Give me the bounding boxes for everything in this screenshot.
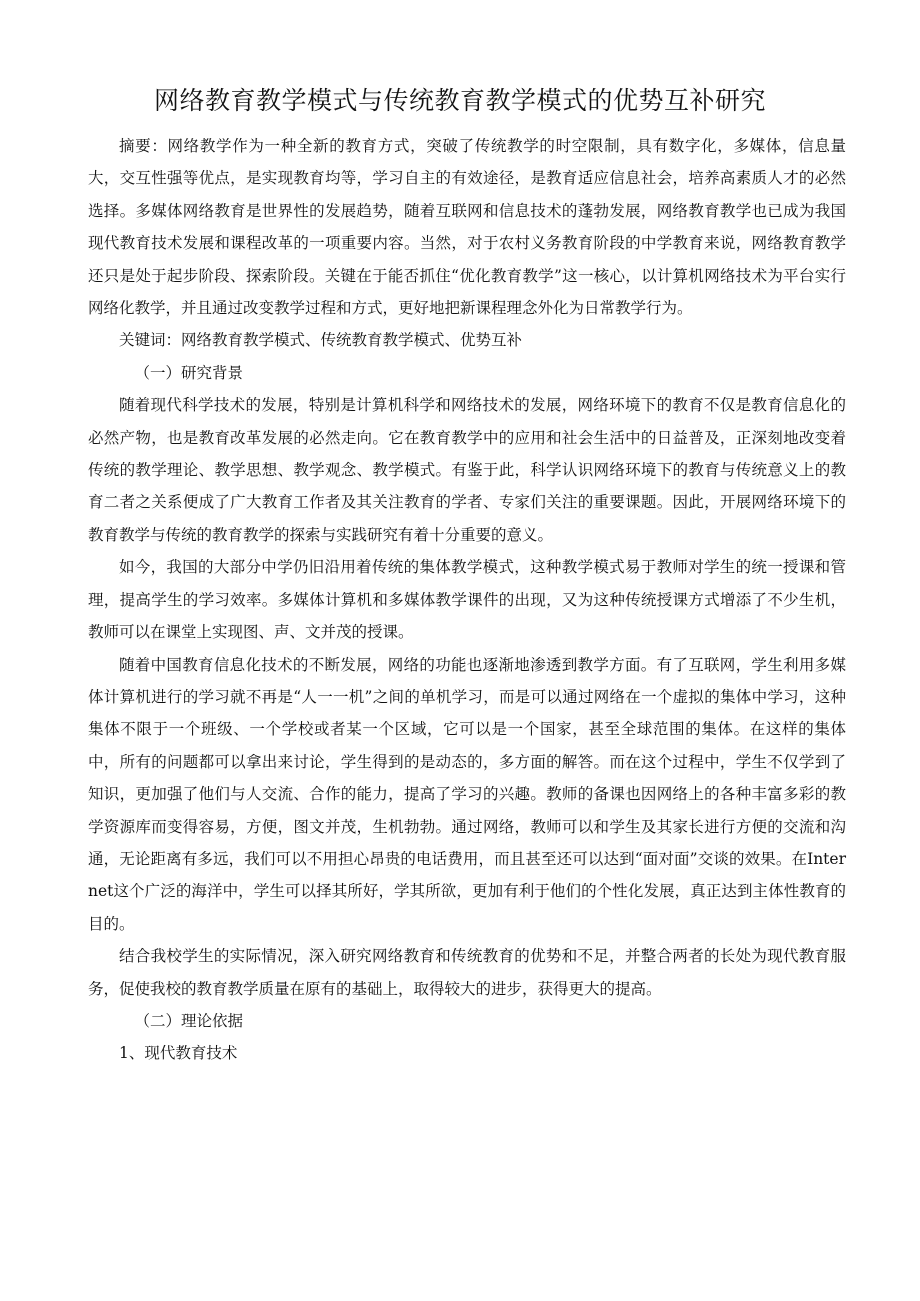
body-paragraph: 随着现代科学技术的发展，特别是计算机科学和网络技术的发展，网络环境下的教育不仅是教育信息化的必然产物，也是教育改革发展的必然走向。它在教育教学中的应用和社会生活中的日益普及，正深刻地改变着传统的教学理论、教学思想、教学观念、教学模式。有鉴于此，科学认识网络环境下的教育与传统意义上的教育二者之关系便成了广大教育工作者及其关注教育的学者、专家们关注的重要课题。因此，开展网络环境下的教育教学与传统的教育教学的探索与实践研究有着十分重要的意义。 (88, 396, 846, 544)
body-paragraph: 如今，我国的大部分中学仍旧沿用着传统的集体教学模式，这种教学模式易于教师对学生的统一授课和管理，提高学生的学习效率。多媒体计算机和多媒体教学课件的出现，又为这种传统授课方式增添了不少生机，教师可以在课堂上实现图、声、文并茂的授课。 (88, 558, 846, 642)
section-heading-background: （一）研究背景 (134, 363, 244, 382)
body-paragraph: 随着中国教育信息化技术的不断发展，网络的功能也逐渐地渗透到教学方面。有了互联网，学生利用多媒体计算机进行的学习就不再是“人一一机”之间的单机学习，而是可以通过网络在一个虚拟的集体中学习，这种集体不限于一个班级、一个学校或者某一个区域，它可以是一个国家，甚至全球范围的集体。在这样的集体中，所有的问题都可以拿出来讨论，学生得到的是动态的，多方面的解答。而在这个过程中，学生不仅学到了知识，更加强了他们与人交流、合作的能力，提高了学习的兴趣。教师的备课也因网络上的各种丰富多彩的教学资源库而变得容易，方便，图文并茂，生机勃勃。通过网络，教师可以和学生及其家长进行方便的交流和沟通，无论距离有多远，我们可以不用担心昂贵的电话费用，而且甚至还可以达到“面对面”交谈的效果。在Internet这个广泛的海洋中，学生可以择其所好，学其所欲，更加有利于他们的个性化发展，真正达到主体性教育的目的。 (88, 655, 846, 933)
abstract-paragraph: 摘要：网络教学作为一种全新的教育方式，突破了传统教学的时空限制，具有数字化，多媒体，信息量大，交互性强等优点，是实现教育均等，学习自主的有效途径，是教育适应信息社会，培养高素质人才的必然选择。多媒体网络教育是世界性的发展趋势，随着互联网和信息技术的蓬勃发展，网络教育教学也已成为我国现代教育技术发展和课程改革的一项重要内容。当然，对于农村义务教育阶段的中学教育来说，网络教育教学还只是处于起步阶段、探索阶段。关键在于能否抓住“优化教育教学”这一核心，以计算机网络技术为平台实行网络化教学，并且通过改变教学过程和方式，更好地把新课程理念外化为日常教学行为。 (88, 137, 846, 318)
document-title: 网络教育教学模式与传统教育教学模式的优势互补研究 (153, 86, 766, 115)
document-body (88, 130, 846, 1070)
keywords-line: 关键词：网络教育教学模式、传统教育教学模式、优势互补 (119, 331, 523, 350)
section-heading-theory: （二）理论依据 (134, 1011, 244, 1030)
subsection-heading: 1、现代教育技术 (119, 1044, 238, 1063)
body-paragraph: 结合我校学生的实际情况，深入研究网络教育和传统教育的优势和不足，并整合两者的长处为现代教育服务，促使我校的教育教学质量在原有的基础上，取得较大的进步，获得更大的提高。 (88, 947, 846, 998)
